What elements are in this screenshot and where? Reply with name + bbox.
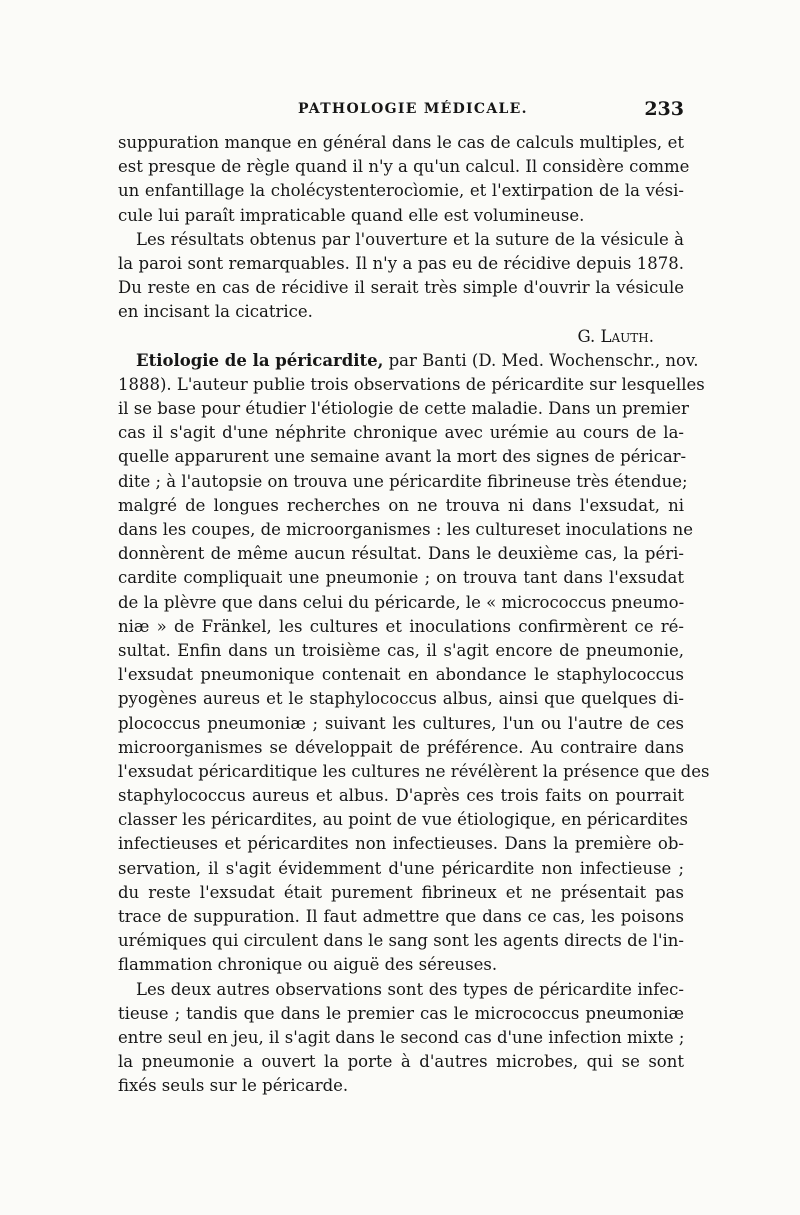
text-line: Les deux autres observations sont des types de péricardite infec- [136, 979, 684, 999]
text-line: Les résultats obtenus par l'ouverture et la suture de la vésicule à [136, 229, 684, 249]
section-heading-line [118, 349, 699, 373]
body-text [118, 131, 710, 1099]
text-line: du reste l'exsudat était purement fibrineux et ne présentait pas [118, 882, 684, 902]
text-line: quelle apparurent une semaine avant la mort des signes de péricar- [118, 447, 687, 467]
text-line: entre seul en jeu, il s'agit dans le second cas d'une infection mixte ; [118, 1027, 685, 1047]
text-line: trace de suppuration. Il faut admettre que dans ce cas, les poisons [118, 907, 684, 926]
text-line: pyogènes aureus et le staphylococcus albus, ainsi que quelques di- [118, 689, 684, 709]
text-line: niæ » de Fränkel, les cultures et inoculations confirmèrent ce ré- [118, 616, 684, 636]
text-line: de la plèvre que dans celui du péricarde, le « micrococcus pneumo- [118, 592, 685, 612]
text-line: dans les coupes, de microorganismes : les cultureset inoculations ne [118, 520, 693, 539]
text-line: cardite compliquait une pneumonie ; on trouva tant dans l'exsudat [118, 568, 684, 588]
running-head [118, 100, 684, 124]
text-line: infectieuses et péricardites non infectieuses. Dans la première ob- [118, 834, 684, 854]
text-line: Du reste en cas de récidive il serait très simple d'ouvrir la vésicule [118, 278, 684, 298]
text-line: classer les péricardites, au point de vue étiologique, en péricardites [118, 810, 688, 830]
text-line: staphylococcus aureus et albus. D'après ces trois faits on pourrait [118, 786, 684, 806]
text-line: plococcus pneumoniæ ; suivant les cultures, l'un ou l'autre de ces [118, 713, 684, 733]
page-number: 233 [644, 98, 684, 120]
text-line: un enfantillage la cholécystenterocìomie, et l'extirpation de la vési- [118, 181, 684, 201]
section-title: Etiologie de la péricardite, [136, 350, 384, 370]
text-line: donnèrent de même aucun résultat. Dans le deuxième cas, la péri- [118, 544, 684, 564]
text-line: tieuse ; tandis que dans le premier cas le micrococcus pneumoniæ [118, 1003, 684, 1023]
text-line: sultat. Enfin dans un troisième cas, il s'agit encore de pneumonie, [118, 640, 684, 660]
text-line: cas il s'agit d'une néphrite chronique avec urémie au cours de la- [118, 423, 684, 443]
text-line: l'exsudat pneumonique contenait en abondance le staphylococcus [118, 665, 684, 685]
text-line: il se base pour étudier l'étiologie de cette maladie. Dans un premier [118, 399, 689, 419]
text-line: la paroi sont remarquables. Il n'y a pas eu de récidive depuis 1878. [118, 253, 684, 273]
text-line: 1888). L'auteur publie trois observations de péricardite sur lesquelles [118, 374, 705, 394]
section-citation: par Banti (D. Med. Wochenschr., nov. [388, 350, 699, 370]
text-line: fixés seuls sur le péricarde. [118, 1076, 349, 1096]
text-line: servation, il s'agit évidemment d'une péricardite non infectieuse ; [118, 858, 684, 878]
text-line: suppuration manque en général dans le cas de calculs multiples, et [118, 133, 684, 152]
author-signature: G. Lauth. [577, 326, 654, 346]
text-line: cule lui paraît impraticable quand elle est volumineuse. [118, 205, 585, 225]
text-line: dite ; à l'autopsie on trouva une péricardite fibrineuse très étendue; [118, 471, 688, 491]
text-line: est presque de règle quand il n'y a qu'un calcul. Il considère comme [118, 157, 690, 177]
running-head-title: PATHOLOGIE MÉDICALE. [298, 101, 528, 117]
text-line: microorganismes se développait de préférence. Au contraire dans [118, 737, 684, 757]
text-line: l'exsudat péricarditique les cultures ne révélèrent la présence que des [118, 761, 710, 781]
text-line: en incisant la cicatrice. [118, 302, 313, 322]
text-line: flammation chronique ou aiguë des séreuses. [118, 955, 498, 975]
text-line: malgré de longues recherches on ne trouva ni dans l'exsudat, ni [118, 495, 684, 515]
text-line: urémiques qui circulent dans le sang sont les agents directs de l'in- [118, 931, 684, 951]
text-line: la pneumonie a ouvert la porte à d'autres microbes, qui se sont [118, 1052, 684, 1072]
